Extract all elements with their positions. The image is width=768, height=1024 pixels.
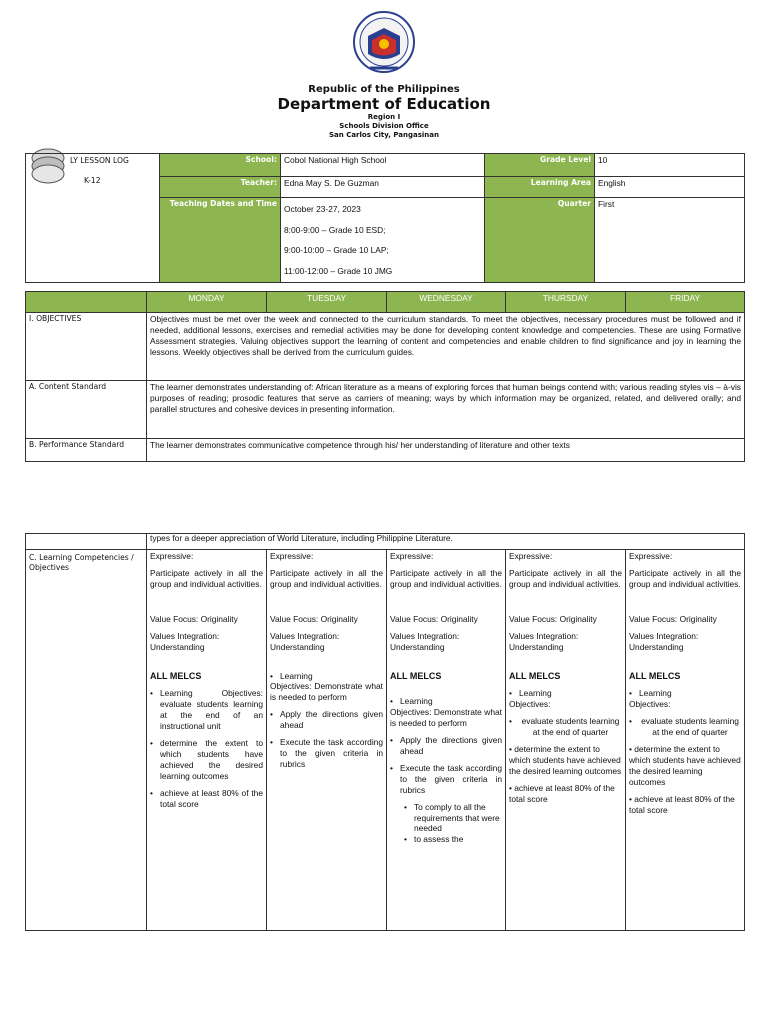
list-item: • Execute the task according to the given criteria in rubrics [270, 737, 383, 769]
expressive-label: Expressive: [150, 551, 194, 561]
learning-area-label: Learning Area [485, 177, 595, 198]
list-item: • determine the extent to which students have achieved the desired learning outcomes [150, 737, 263, 781]
time-slot-2: 9:00-10:00 – Grade 10 LAP; [284, 245, 389, 256]
all-melcs-heading: ALL MELCS [629, 670, 681, 681]
objective-text: Objectives: [509, 699, 551, 710]
participate-text: Participate actively in all the group and individual activities. [390, 567, 502, 589]
participate-text: Participate actively in all the group and individual activities. [270, 567, 383, 589]
thursday-score: • achieve at least 80% of the total score [509, 782, 615, 804]
expressive-label: Expressive: [509, 551, 553, 561]
objectives-table [25, 291, 745, 462]
performance-standard-text: The learner demonstrates communicative competence through his/ her understanding of literature and other texts [147, 439, 745, 462]
competency-cell-friday [626, 550, 745, 931]
values-integration: Values Integration: Understanding [390, 630, 460, 652]
objectives-label: I. OBJECTIVES [26, 313, 147, 381]
values-integration: Values Integration: Understanding [629, 630, 699, 652]
teacher-label: Teacher: [160, 177, 281, 198]
participate-text: Participate actively in all the group and individual activities. [150, 567, 263, 589]
all-melcs-heading: ALL MELCS [150, 670, 202, 681]
list-item: • Learning [390, 696, 433, 707]
days-header-blank [26, 292, 147, 313]
list-item: • Execute the task according to the given criteria in rubrics [390, 762, 502, 795]
grade-level-value: 10 [595, 154, 745, 177]
list-item: • Apply the directions given ahead [390, 734, 502, 756]
division-heading: Schools Division Office [339, 122, 429, 130]
list-item: • Learning [270, 670, 313, 681]
friday-extent: • determine the extent to which students have achieved the desired learning outcomes [629, 743, 741, 787]
objective-text: Objectives: [629, 699, 671, 710]
quarter-label: Quarter [485, 198, 595, 283]
list-item: • to assess the [404, 834, 464, 845]
dates-value: October 23-27, 2023 [284, 204, 361, 214]
content-standard-label: A. Content Standard [26, 381, 147, 439]
list-item: • Learning Objectives: evaluate students learning at the end of an instructional unit [150, 688, 263, 731]
dates-label: Teaching Dates and Time [160, 198, 281, 283]
value-focus: Value Focus: Originality [629, 613, 717, 624]
value-focus: Value Focus: Originality [509, 613, 597, 624]
dates-cell [281, 198, 485, 283]
list-item: • Apply the directions given ahead [270, 709, 383, 731]
all-melcs-heading: ALL MELCS [509, 670, 561, 681]
content-standard-text: The learner demonstrates understanding of: African literature as a means of exploring forces that human beings contend with; various reading styles vis – à-vis purposes of reading; prosodic features that serve as carriers of meaning; ways by which information may be organized, related, and delivered orally; and parallel structures and cohesive devices in presenting information. [147, 381, 745, 439]
list-item: • Learning [629, 688, 672, 699]
thursday-extent: • determine the extent to which students have achieved the desired learning outcomes [509, 743, 622, 776]
continuation-text: types for a deeper appreciation of World Literature, including Philippine Literature. [147, 534, 745, 550]
participate-text: Participate actively in all the group and individual activities. [509, 567, 622, 589]
day-header-tuesday: TUESDAY [267, 292, 387, 313]
competency-cell-tuesday [267, 550, 387, 931]
values-integration: Values Integration: Understanding [509, 630, 579, 652]
day-header-friday: FRIDAY [626, 292, 745, 313]
list-item: • To comply to all the requirements that were needed [404, 801, 500, 834]
school-label: School: [160, 154, 281, 177]
competency-cell-monday [147, 550, 267, 931]
quarter-value: First [595, 198, 745, 283]
teacher-value: Edna May S. De Guzman [281, 177, 485, 198]
day-header-thursday: THURSDAY [506, 292, 626, 313]
competencies-label: C. Learning Competencies / Objectives [26, 550, 147, 931]
list-item: • evaluate students learning at the end of quarter [629, 716, 739, 737]
time-slot-1: 8:00-9:00 – Grade 10 ESD; [284, 224, 386, 235]
log-title: LY LESSON LOG [70, 156, 129, 165]
log-title-cell [26, 154, 160, 283]
competency-cell-thursday [506, 550, 626, 931]
sub-list [390, 802, 502, 846]
list-item: • evaluate students learning at the end of quarter [509, 716, 620, 737]
list-item: • Learning [509, 688, 552, 699]
time-slot-3: 11:00-12:00 – Grade 10 JMG [284, 265, 393, 276]
value-focus: Value Focus: Originality [270, 613, 358, 624]
grade-level-label: Grade Level [485, 154, 595, 177]
school-value: Cobol National High School [281, 154, 485, 177]
objective-text: Objectives: Demonstrate what is needed to perform [390, 707, 502, 729]
value-focus: Value Focus: Originality [150, 613, 238, 624]
expressive-label: Expressive: [270, 551, 314, 561]
competencies-table [25, 533, 745, 931]
competency-cell-wednesday [387, 550, 506, 931]
info-table [25, 153, 745, 283]
friday-score: • achieve at least 80% of the total score [629, 793, 735, 815]
participate-text: Participate actively in all the group and individual activities. [629, 567, 741, 589]
value-focus: Value Focus: Originality [390, 613, 478, 624]
deped-seal-icon [352, 10, 416, 82]
values-integration: Values Integration: Understanding [270, 630, 340, 652]
objective-text: Objectives: Demonstrate what is needed to perform [270, 681, 383, 703]
objectives-text: Objectives must be met over the week and connected to the curriculum standards. To meet the objectives, necessary procedures must be followed and if needed, additional lessons, exercises and remedial activities may be done for developing content knowledge and competencies. These are using Formative Assessment strategies. Valuing objectives support the learning of content and competencies and enable children to find significance and joy in learning the lessons. Weekly objectives shall be derived from the curriculum guides. [147, 313, 745, 381]
city-heading: San Carlos City, Pangasinan [329, 131, 439, 139]
performance-standard-label: B. Performance Standard [26, 439, 147, 462]
republic-heading: Republic of the Philippines [308, 84, 460, 95]
list-item: • achieve at least 80% of the total score [150, 787, 263, 809]
learning-area-value: English [595, 177, 745, 198]
department-heading: Department of Education [277, 95, 491, 113]
continuation-blank [26, 534, 147, 550]
grade-span: K-12 [84, 176, 101, 185]
expressive-label: Expressive: [390, 551, 434, 561]
all-melcs-heading: ALL MELCS [390, 670, 442, 681]
region-heading: Region I [367, 113, 401, 121]
values-integration: Values Integration: Understanding [150, 630, 220, 652]
day-header-monday: MONDAY [147, 292, 267, 313]
day-header-wednesday: WEDNESDAY [387, 292, 506, 313]
expressive-label: Expressive: [629, 551, 673, 561]
